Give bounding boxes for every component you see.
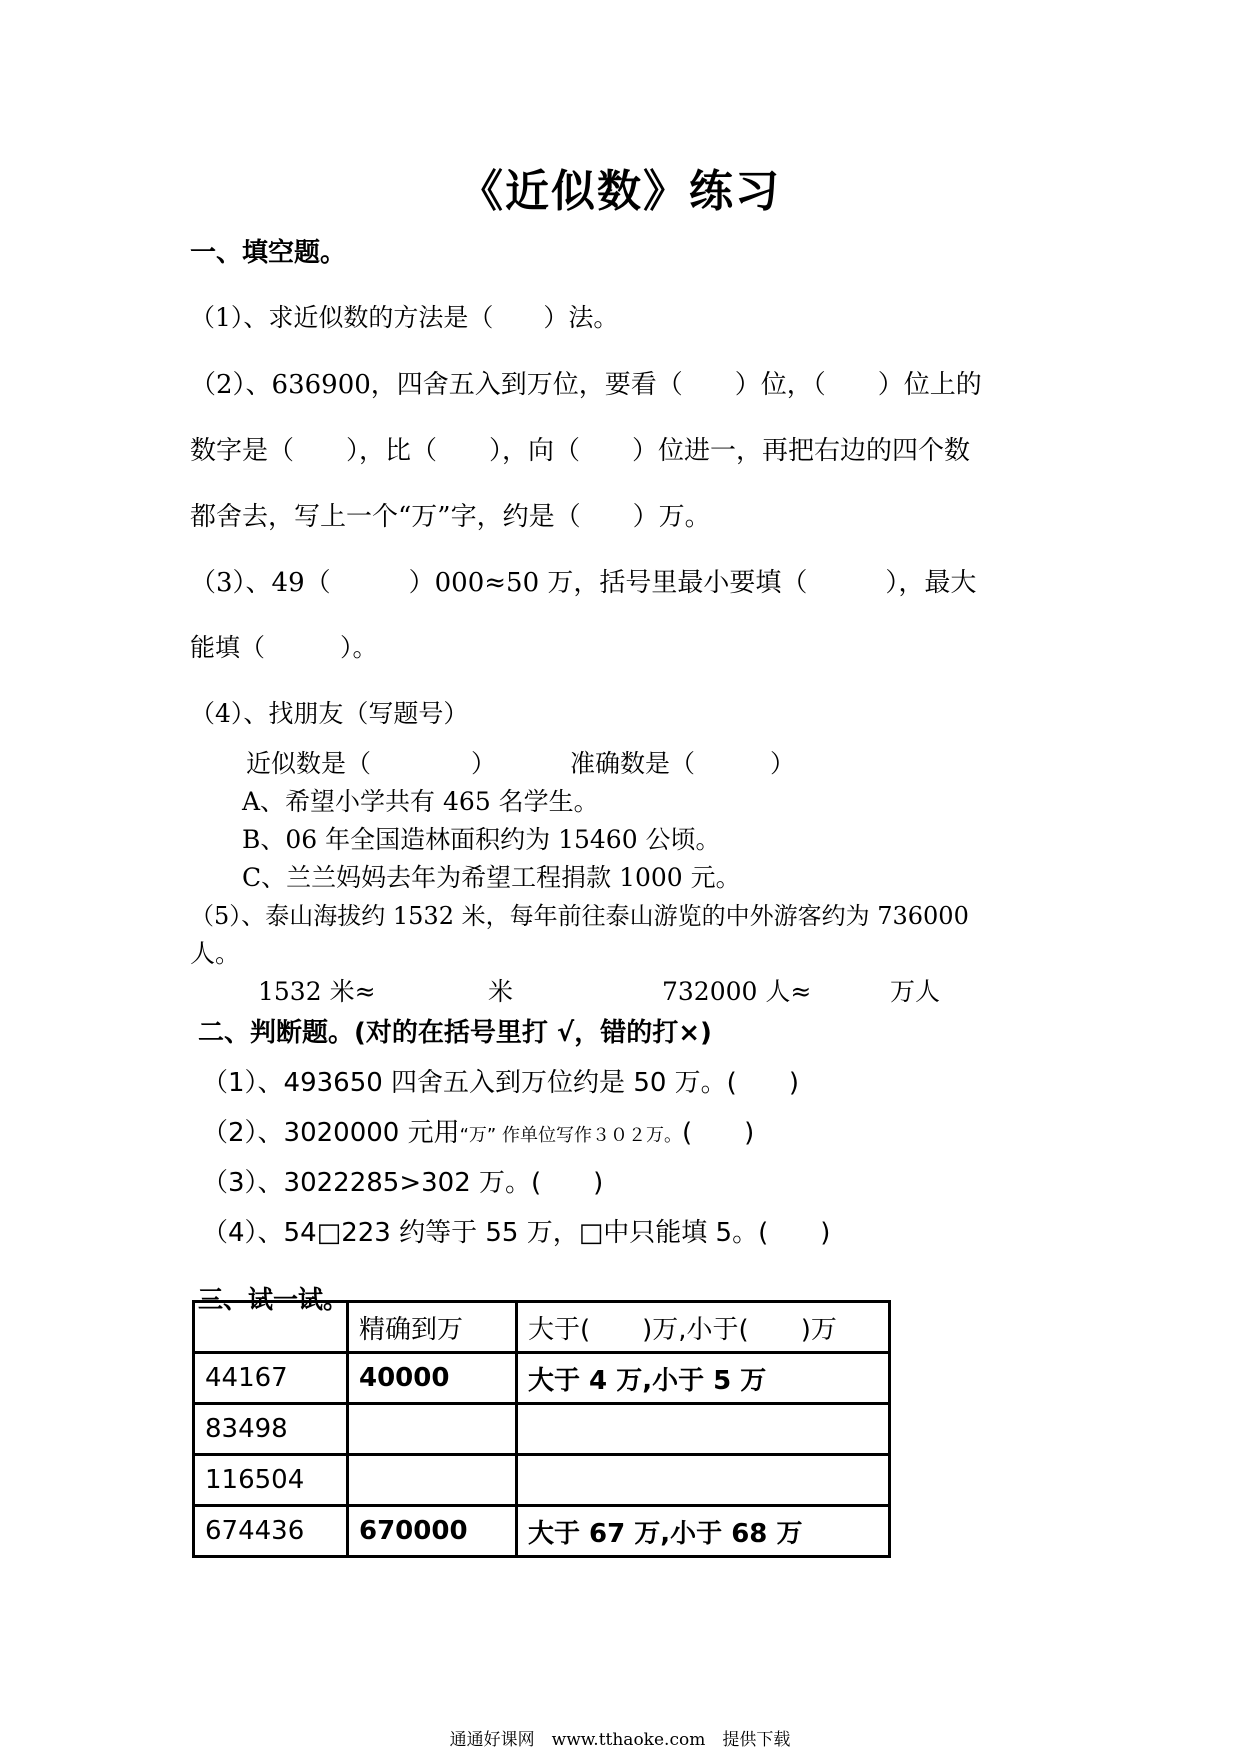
q4-option-b: B、06 年全国造林面积约为 15460 公顷。 [242, 825, 721, 854]
q4-exact-label: 准确数是（ ） [570, 749, 796, 778]
table-row [194, 1404, 890, 1455]
q5-a: 1532 米≈ [258, 977, 376, 1006]
table-header-cell: 精确到万 [348, 1302, 517, 1353]
q4-option-a: A、希望小学共有 465 名学生。 [242, 787, 599, 816]
page-title: 《近似数》练习 [459, 166, 781, 217]
q2-line1: （2）、636900，四舍五入到万位，要看（ ）位，（ ）位上的 [190, 370, 982, 400]
judge-1: （1）、493650 四舍五入到万位约是 50 万。( ) [202, 1068, 799, 1098]
q3-line2: 能填（ ）。 [190, 633, 378, 662]
judge-2-unit-text: “万” 作单位写作３０２万。 [459, 1125, 682, 1146]
table-row [194, 1506, 890, 1557]
q1: （1）、求近似数的方法是（ ）法。 [190, 303, 619, 332]
table-cell[interactable] [517, 1404, 890, 1455]
judge-2-bracket: ( ) [681, 1118, 755, 1148]
table-cell[interactable] [348, 1404, 517, 1455]
judge-2 [202, 1112, 754, 1149]
table-header-row [194, 1302, 890, 1353]
table-cell: 670000 [348, 1506, 517, 1557]
section3-heading: 三、试一试。 [198, 1285, 349, 1314]
table-cell: 大于 67 万,小于 68 万 [517, 1506, 890, 1557]
section1-heading: 一、填空题。 [190, 238, 347, 268]
judge-3: （3）、3022285>302 万。( ) [202, 1168, 604, 1198]
practice-table [192, 1300, 891, 1558]
table-header-cell [194, 1302, 348, 1353]
table-cell: 40000 [348, 1353, 517, 1404]
table-cell: 83498 [194, 1404, 348, 1455]
q2-line3: 都舍去，写上一个“万”字，约是（ ）万。 [190, 502, 711, 532]
q5-line1: （5）、泰山海拔约 1532 米，每年前往泰山游览的中外游客约为 736000 [190, 902, 969, 930]
table-row [194, 1455, 890, 1506]
judge-4: （4）、54□223 约等于 55 万，□中只能填 5。( ) [202, 1218, 831, 1248]
q3-line1: （3）、49（ ）000≈50 万，括号里最小要填（ ），最大 [190, 568, 977, 598]
q5-b: 732000 人≈ [662, 977, 812, 1006]
table-cell: 674436 [194, 1506, 348, 1557]
judge-2-prefix: （2）、3020000 元用 [202, 1118, 460, 1148]
q4-option-c: C、兰兰妈妈去年为希望工程捐款 1000 元。 [242, 863, 741, 892]
table-cell[interactable] [348, 1455, 517, 1506]
q2-line2: 数字是（ ），比（ ），向（ ）位进一，再把右边的四个数 [190, 436, 971, 466]
q5-line2: 人。 [190, 939, 241, 968]
table-cell: 大于 4 万,小于 5 万 [517, 1353, 890, 1404]
q5-b-unit: 万人 [890, 977, 941, 1006]
table-header-cell: 大于( )万,小于( )万 [517, 1302, 890, 1353]
q4-approx-label: 近似数是（ ） [246, 749, 497, 778]
q5-a-unit: 米 [488, 977, 514, 1006]
table-cell[interactable] [517, 1455, 890, 1506]
table-row [194, 1353, 890, 1404]
table-cell: 44167 [194, 1353, 348, 1404]
section2-heading: 二、判断题。(对的在括号里打 √，错的打×) [198, 1018, 712, 1048]
footer-credit: 通通好课网 www.tthaoke.com 提供下载 [449, 1730, 791, 1750]
q4-heading: （4）、找朋友（写题号） [190, 699, 469, 728]
table-cell: 116504 [194, 1455, 348, 1506]
